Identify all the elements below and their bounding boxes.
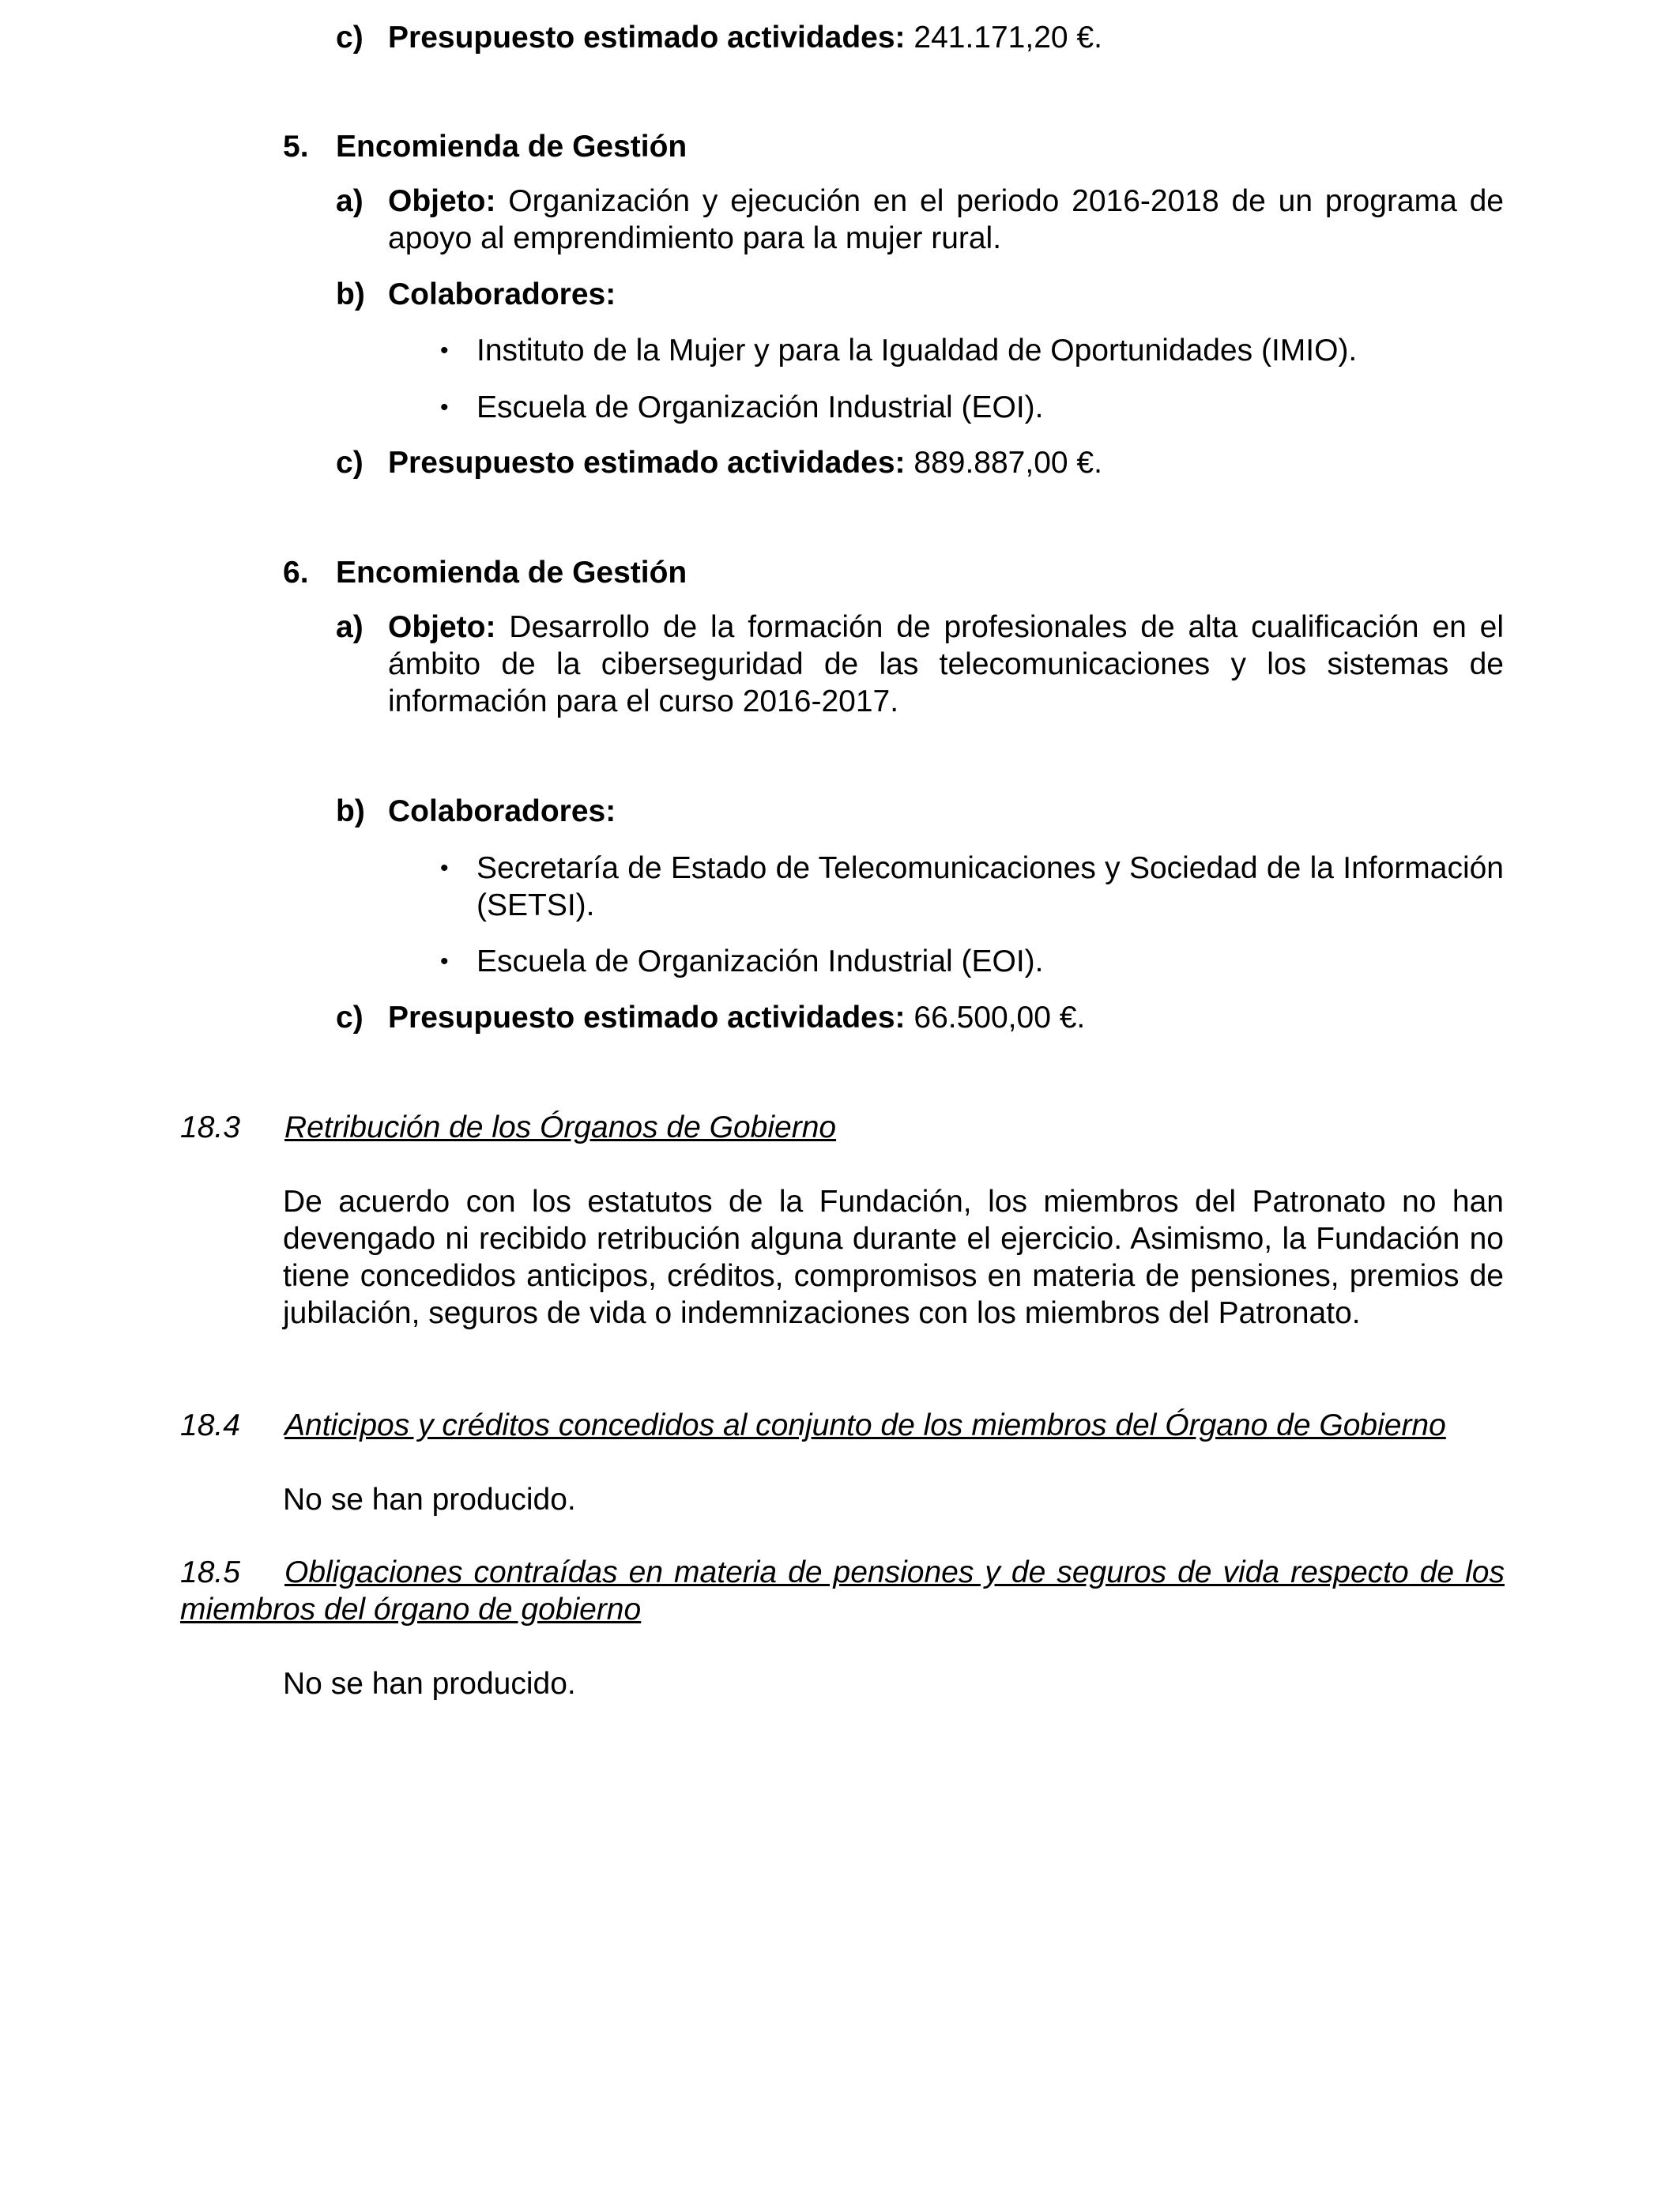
section-title: Obligaciones contraídas en materia de pensiones y de seguros de vida respecto de los miembros del órgano de gobierno <box>180 1555 1505 1627</box>
bullet-icon: • <box>440 855 449 881</box>
item-label-a: a) <box>336 610 363 644</box>
block-title: Encomienda de Gestión <box>336 130 687 164</box>
collaborator-item: Instituto de la Mujer y para la Igualdad de Oportunidades (IMIO). <box>477 334 1358 368</box>
budget-line <box>388 19 1510 56</box>
item-label-c: c) <box>336 446 363 480</box>
section-heading-18-4 <box>180 1407 1505 1444</box>
item-label-b: b) <box>336 794 365 828</box>
budget-value: 241.171,20 €. <box>905 21 1102 55</box>
budget-title: Presupuesto estimado actividades: <box>388 21 906 55</box>
item-label-c: c) <box>336 1001 363 1035</box>
budget-title: Presupuesto estimado actividades: <box>388 446 906 480</box>
budget-value: 66.500,00 €. <box>905 1001 1086 1035</box>
section-body: De acuerdo con los estatutos de la Fundación, los miembros del Patronato no han devengado ni recibido retribución alguna durante el ejercicio. Asimismo, la Fundación no tiene concedidos anticipos, créditos, compromisos en materia de pensiones, premios de jubilación, seguros de vida o indemnizaciones con los miembros del Patronato. <box>283 1185 1504 1330</box>
objective-text: Desarrollo de la formación de profesionales de alta cualificación en el ámbito de la ciberseguridad de las telecomunicaciones y los sistemas de información para el curso 2016-2017. <box>388 610 1504 718</box>
objective-title: Objeto: <box>388 184 496 218</box>
budget-line <box>388 999 1510 1036</box>
block-number: 5. <box>283 130 309 164</box>
item-label-a: a) <box>336 184 363 218</box>
objective-text: Organización y ejecución en el periodo 2016-2018 de un programa de apoyo al emprendimiento para la mujer rural. <box>388 184 1504 255</box>
section-title: Anticipos y créditos concedidos al conjunto de los miembros del Órgano de Gobierno <box>284 1408 1446 1442</box>
section-title: Retribución de los Órganos de Gobierno <box>284 1110 837 1144</box>
bullet-icon: • <box>440 948 449 974</box>
objective-paragraph <box>388 609 1504 720</box>
collaborator-item: Escuela de Organización Industrial (EOI). <box>477 944 1044 978</box>
section-number: 18.5 <box>180 1555 240 1589</box>
section-number: 18.4 <box>180 1408 240 1442</box>
block-title: Encomienda de Gestión <box>336 556 687 590</box>
block-number: 6. <box>283 556 309 590</box>
collaborator-item: Escuela de Organización Industrial (EOI). <box>477 390 1044 424</box>
budget-title: Presupuesto estimado actividades: <box>388 1001 906 1035</box>
budget-line <box>388 444 1510 481</box>
collaborators-title: Colaboradores: <box>388 794 616 828</box>
bullet-icon: • <box>440 337 449 364</box>
collaborator-item: Secretaría de Estado de Telecomunicaciones y Sociedad de la Información (SETSI). <box>477 851 1504 922</box>
section-heading-18-5 <box>180 1554 1505 1628</box>
objective-paragraph <box>388 183 1504 257</box>
section-number: 18.3 <box>180 1110 240 1144</box>
section-heading-18-3 <box>180 1109 1508 1146</box>
collaborators-title: Colaboradores: <box>388 277 616 311</box>
budget-value: 889.887,00 €. <box>905 446 1102 480</box>
bullet-icon: • <box>440 394 449 420</box>
section-body: No se han producido. <box>283 1483 576 1517</box>
item-label-b: b) <box>336 277 365 311</box>
objective-title: Objeto: <box>388 610 496 644</box>
item-label-c: c) <box>336 21 363 55</box>
section-body: No se han producido. <box>283 1667 576 1701</box>
